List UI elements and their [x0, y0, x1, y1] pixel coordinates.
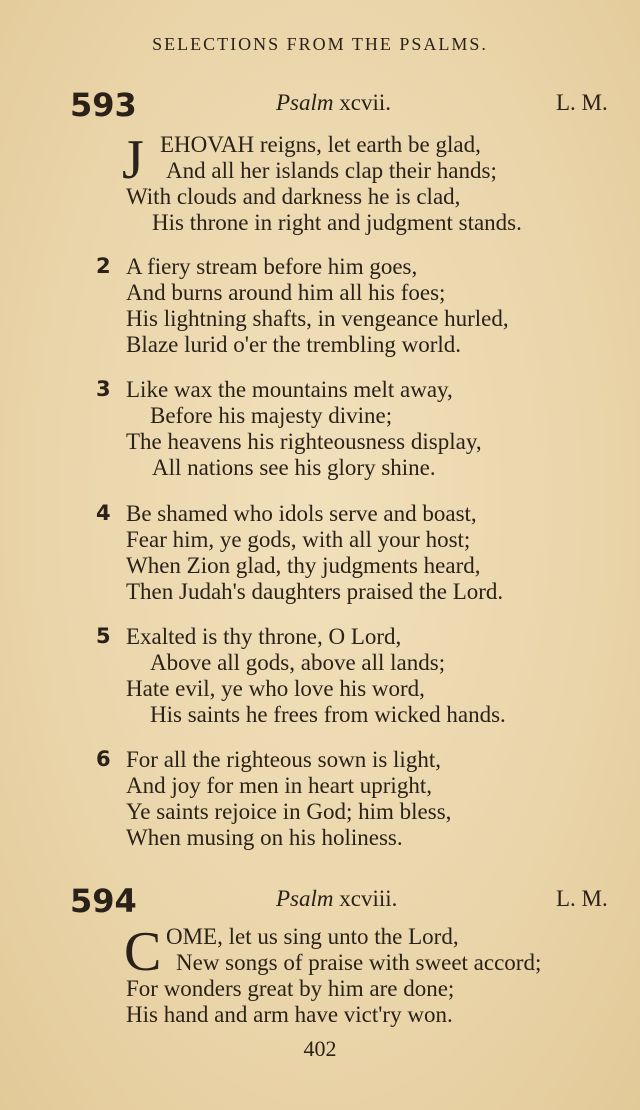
psalm-numeral: xcvii. — [339, 90, 391, 115]
stanza-line: Be shamed who idols serve and boast, — [126, 501, 477, 526]
hymn-psalm-reference — [276, 886, 397, 912]
stanza-line: His saints he frees from wicked hands. — [150, 702, 506, 727]
stanza-line: The heavens his righteousness display, — [126, 429, 482, 454]
hymn-number: 594 — [70, 882, 137, 920]
stanza-line: New songs of praise with sweet accord; — [176, 950, 542, 975]
stanza-line: EHOVAH reigns, let earth be glad, — [160, 132, 481, 157]
stanza-line: Like wax the mountains melt away, — [126, 377, 453, 402]
stanza-line: OME, let us sing unto the Lord, — [166, 924, 459, 949]
hymn-number: 593 — [70, 86, 137, 124]
stanza-number: 6 — [96, 747, 111, 771]
stanza-line: For all the righteous sown is light, — [126, 747, 441, 772]
hymn-meter: L. M. — [556, 886, 608, 911]
hymn-psalm-reference — [276, 90, 391, 116]
stanza-line: His throne in right and judgment stands. — [152, 210, 522, 235]
stanza-line: Then Judah's daughters praised the Lord. — [126, 579, 504, 604]
running-head: SELECTIONS FROM THE PSALMS. — [152, 34, 488, 54]
stanza-line: Fear him, ye gods, with all your host; — [126, 527, 471, 552]
stanza-line: His lightning shafts, in vengeance hurled, — [126, 306, 509, 331]
stanza-line: When musing on his holiness. — [126, 825, 403, 850]
stanza-line: His hand and arm have vict'ry won. — [126, 1002, 453, 1027]
stanza-line: Exalted is thy throne, O Lord, — [126, 624, 402, 649]
stanza-number: 3 — [96, 377, 111, 401]
stanza-number: 2 — [96, 254, 111, 278]
hymn-593-heading — [0, 86, 640, 126]
stanza-line: Ye saints rejoice in God; him bless, — [126, 799, 452, 824]
drop-cap: J — [122, 129, 144, 191]
stanza-line: Before his majesty divine; — [150, 403, 393, 428]
psalm-label: Psalm — [276, 90, 334, 115]
stanza-line: Above all gods, above all lands; — [150, 650, 446, 675]
hymn-594-heading — [0, 882, 640, 922]
psalm-label: Psalm — [276, 886, 334, 911]
page-number: 402 — [303, 1036, 337, 1061]
stanza-line: For wonders great by him are done; — [126, 976, 455, 1001]
stanza-line: And burns around him all his foes; — [126, 280, 446, 305]
stanza-line: Hate evil, ye who love his word, — [126, 676, 425, 701]
stanza-number: 4 — [96, 501, 111, 525]
stanza-line: Blaze lurid o'er the trembling world. — [126, 332, 461, 357]
stanza-line: With clouds and darkness he is clad, — [126, 184, 461, 209]
drop-cap: C — [124, 921, 162, 983]
psalm-numeral: xcviii. — [339, 886, 398, 911]
stanza-line: All nations see his glory shine. — [152, 455, 436, 480]
stanza-line: And all her islands clap their hands; — [166, 158, 497, 183]
stanza-line: When Zion glad, thy judgments heard, — [126, 553, 481, 578]
stanza-line: A fiery stream before him goes, — [126, 254, 418, 279]
hymn-meter: L. M. — [556, 90, 608, 115]
stanza-number: 5 — [96, 624, 111, 648]
stanza-line: And joy for men in heart upright, — [126, 773, 432, 798]
